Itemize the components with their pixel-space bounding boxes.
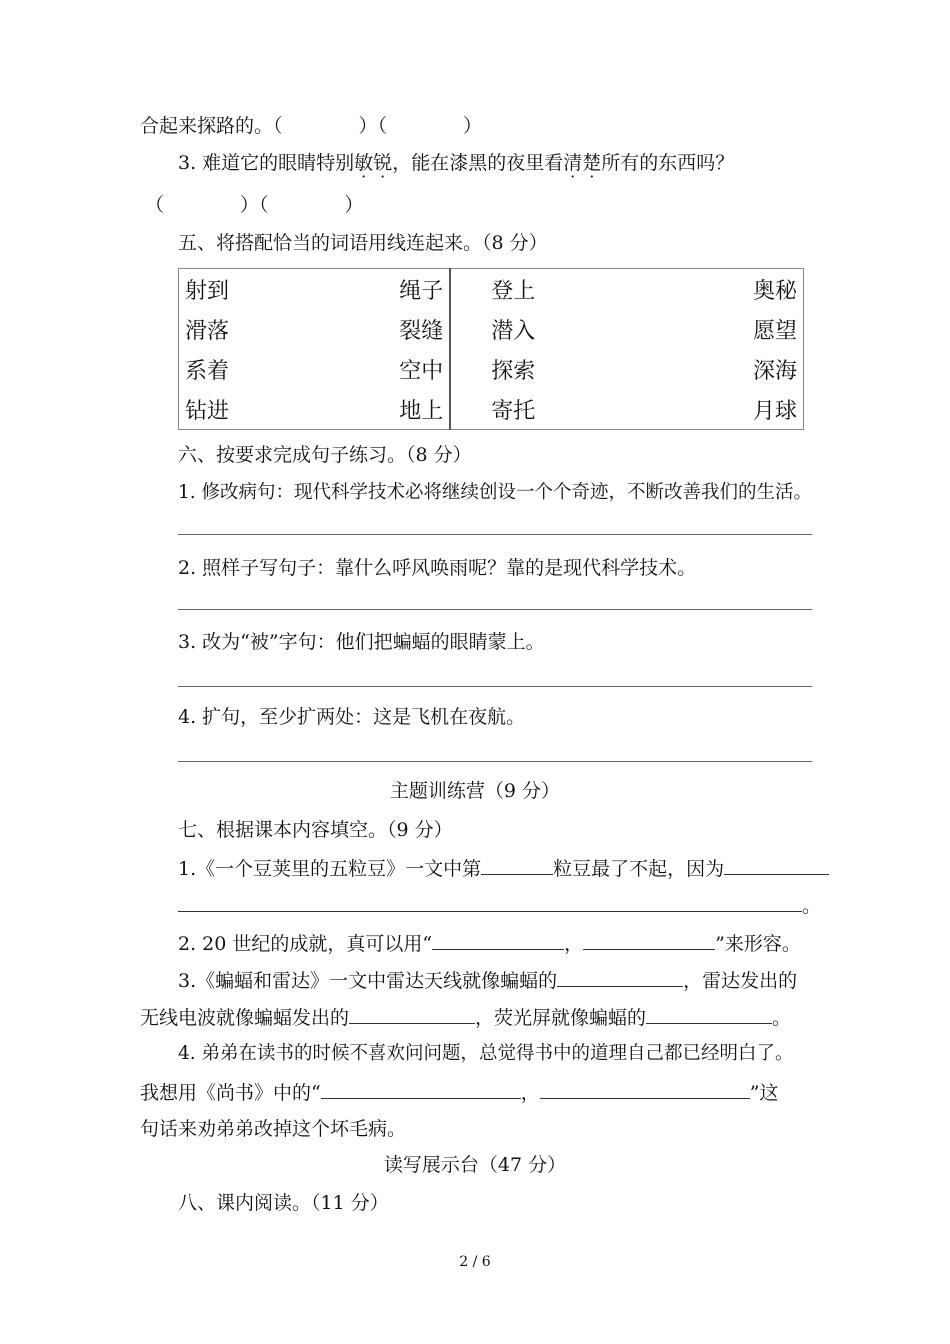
section-6-heading: 六、按要求完成句子练习。（8 分） [178, 444, 472, 466]
showcase-title: 读写展示台（47 分） [383, 1154, 567, 1176]
section-7-q3 [178, 968, 797, 993]
answer-rule[interactable] [178, 534, 812, 535]
q1-end: 。 [802, 895, 822, 917]
fill-blank[interactable] [583, 931, 715, 950]
q4-text-d: ”这 [749, 1082, 779, 1104]
dotted-char: 锐 [373, 152, 393, 174]
q1-text-b: 粒豆最了不起，因为 [553, 858, 725, 880]
camp-title: 主题训练营（9 分） [389, 780, 561, 802]
q3-text-b: ，雷达发出的 [683, 970, 798, 992]
q2-comma: ， [564, 933, 584, 955]
section-8-heading: 八、课内阅读。（11 分） [178, 1192, 389, 1214]
table-row [179, 269, 804, 310]
q4-text-b: 我想用《尚书》中的“ [140, 1082, 321, 1104]
answer-rule[interactable] [178, 609, 812, 610]
dotted-char: 敏 [354, 152, 374, 174]
q3-text-a: 3.《蝙蝠和雷达》一文中雷达天线就像蝙蝠的 [178, 970, 558, 992]
section-7-heading: 七、根据课本内容填空。（9 分） [178, 819, 453, 841]
dotted-char: 楚 [582, 152, 602, 174]
section-6-q3: 3. 改为“被”字句：他们把蝙蝠的眼睛蒙上。 [178, 631, 545, 653]
section-6-q1: 1. 修改病句：现代科学技术必将继续创设一个个奇迹，不断改善我们的生活。 [178, 482, 813, 503]
section-7-q4-end: 句话来劝弟弟改掉这个坏毛病。 [140, 1118, 407, 1140]
table-row [179, 349, 804, 389]
fill-blank[interactable] [724, 856, 829, 875]
fill-blank[interactable] [178, 893, 802, 912]
q3-suffix: 所有的东西吗？ [601, 152, 735, 174]
fill-blank[interactable] [349, 1005, 475, 1024]
fill-blank[interactable] [432, 931, 564, 950]
word-cell: 奥秘 [752, 278, 797, 304]
word-cell: 系着 [185, 358, 230, 384]
answer-rule[interactable] [178, 761, 812, 762]
word-cell: 登上 [491, 278, 536, 304]
q3-text-c: 无线电波就像蝙蝠发出的 [140, 1007, 350, 1029]
section-7-q1-cont [178, 893, 821, 918]
answer-line-1: 合起来探路的。（ ）（ ） [140, 115, 483, 137]
word-cell: 地上 [314, 389, 450, 430]
section-5-heading: 五、将搭配恰当的词语用线连起来。（8 分） [178, 232, 548, 254]
word-cell: 钻进 [185, 398, 230, 424]
fill-blank[interactable] [321, 1080, 521, 1099]
fill-blank[interactable] [481, 856, 553, 875]
word-cell: 寄托 [491, 398, 536, 424]
q1-text-a: 1.《一个豆荚里的五粒豆》一文中第 [178, 858, 482, 880]
q2-text-a: 2. 20 世纪的成就，真可以用“ [178, 933, 433, 955]
table-row [179, 309, 804, 349]
fill-blank[interactable] [557, 968, 683, 987]
word-cell: 潜入 [491, 318, 536, 344]
word-cell: 探索 [491, 358, 536, 384]
word-cell: 滑落 [185, 318, 230, 344]
q3-text-d: ，荧光屏就像蝙蝠的 [475, 1007, 647, 1029]
section-6-q4: 4. 扩句，至少扩两处：这是飞机在夜航。 [178, 706, 526, 728]
word-cell: 绳子 [314, 269, 450, 310]
table-row [179, 389, 804, 430]
section-6-q2: 2. 照样子写句子：靠什么呼风唤雨呢？靠的是现代科学技术。 [178, 557, 697, 579]
q3-end: 。 [772, 1007, 792, 1029]
word-matching-table [178, 268, 804, 430]
q3-middle: ，能在漆黑的夜里看 [392, 152, 564, 174]
word-cell: 深海 [752, 358, 797, 384]
section-7-q4-cont [140, 1080, 778, 1105]
fill-blank[interactable] [646, 1005, 772, 1024]
q2-text-c: ”来形容。 [715, 933, 801, 955]
answer-rule[interactable] [178, 686, 812, 687]
q4-comma: ， [520, 1082, 540, 1104]
fill-blank[interactable] [540, 1080, 750, 1099]
section-7-q4: 4. 弟弟在读书的时候不喜欢问问题，总觉得书中的道理自己都已经明白了。 [178, 1043, 794, 1064]
question-3-text [178, 151, 734, 175]
word-cell: 裂缝 [314, 309, 450, 349]
word-cell: 空中 [314, 349, 450, 389]
section-7-q2 [178, 931, 801, 956]
answer-line-3: （ ）（ ） [145, 194, 364, 216]
section-7-q1 [178, 856, 829, 881]
word-cell: 愿望 [752, 318, 797, 344]
q3-prefix: 3. 难道它的眼睛特别 [178, 152, 355, 174]
page-number: 2 / 6 [459, 1254, 491, 1270]
dotted-char: 清 [563, 152, 583, 174]
word-cell: 射到 [185, 278, 230, 304]
word-cell: 月球 [752, 398, 797, 424]
section-7-q3-cont [140, 1005, 791, 1030]
